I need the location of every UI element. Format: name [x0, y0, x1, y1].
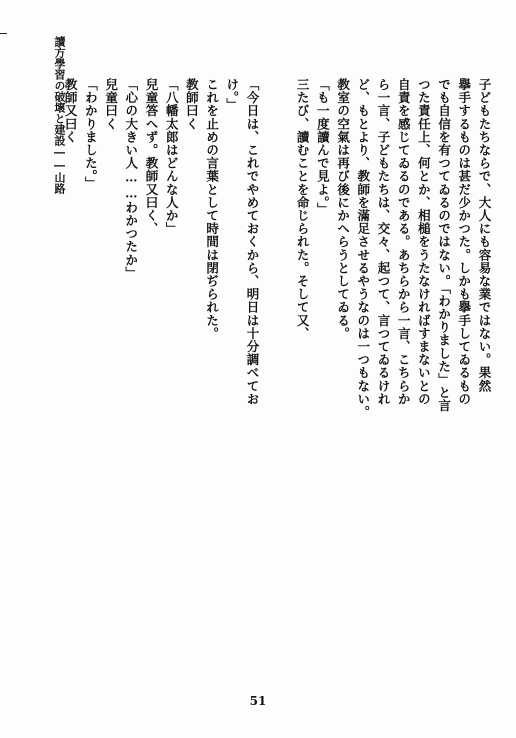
text-line: 「心の大きい人……わかつたか」: [123, 78, 139, 280]
page-number: 51: [249, 694, 267, 708]
text-line: ら一言、子どもたちは、交々、起つて、言つてゐるけれ: [375, 78, 391, 406]
page-edge-mark: [0, 33, 7, 34]
left-text-column: [60, 78, 262, 658]
text-line: [290, 78, 292, 658]
text-line: 三たび、讀むことを命じられた。そして又、: [295, 78, 311, 340]
text-line: 擧手するものは甚だ少かつた。しかも擧手してゐるもの: [456, 78, 472, 406]
text-line: でも自信を有つてゐるのではない。「わかりました」と言: [436, 78, 452, 413]
text-line: 「今日は、これでやめておくから、明日は十分調べてお: [245, 78, 260, 406]
text-line: 自責を感じてゐるのである。あちらから一言、こちらか: [396, 78, 412, 406]
text-line: 教師又曰く: [63, 78, 79, 144]
text-line: 兒童曰く: [103, 78, 119, 131]
text-line: 「八幡太郎はどんな人か」: [164, 78, 180, 236]
right-text-column: [290, 78, 494, 658]
text-line: つた責任上、何とか、相槌をうたなければすまないとの: [416, 78, 432, 406]
running-head: 讀方學習の破壞と建設――山路: [53, 36, 66, 194]
text-line: 兒童答へず。教師又曰く、: [143, 78, 159, 236]
text-line: 「わかりました。」: [83, 78, 99, 190]
text-line: ど、もとより、教師を滿足させるやうなのは一つもない。: [355, 78, 371, 419]
text-line: け。」: [224, 78, 240, 112]
text-line: 教室の空氣は再び後にかへらうとしてゐる。: [335, 78, 351, 340]
text-line: 子どもたちならで、大人にも容易な業ではない。果然: [477, 78, 492, 393]
text-line: これを止めの言葉として時間は閉ぢられた。: [204, 78, 220, 340]
text-line: 教師曰く: [184, 78, 200, 131]
text-line: 「も一度讀んで見よ。」: [315, 78, 331, 216]
